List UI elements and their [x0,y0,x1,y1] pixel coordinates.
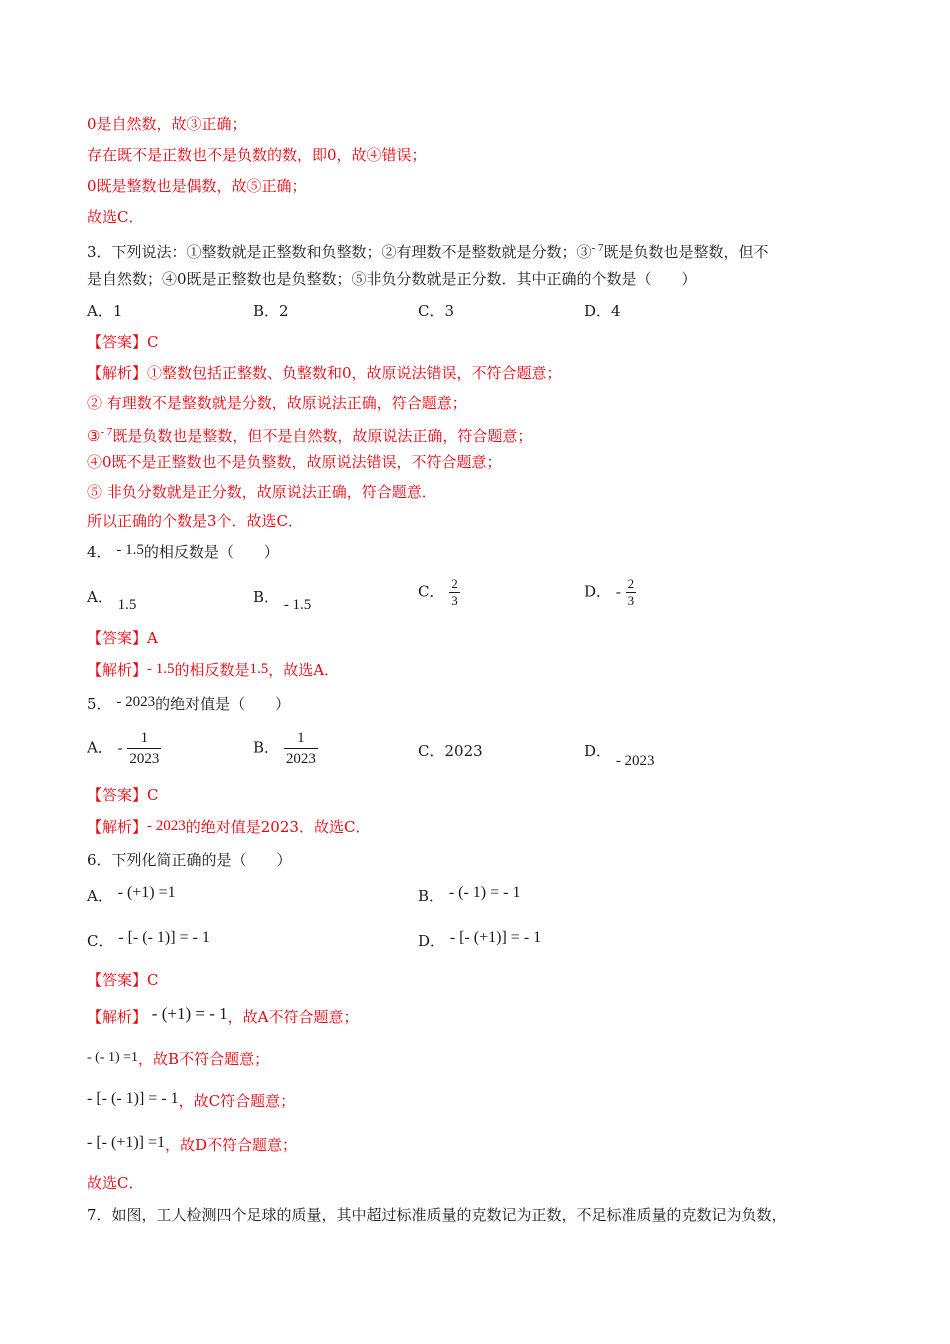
option-a [87,728,161,769]
option-d [584,576,636,609]
math-expression: - 7 [591,242,604,254]
math-expression: - 7 [100,426,113,438]
option-label: C． [418,582,445,601]
math-sign: - [615,584,621,601]
math-expression: - 2023 [116,694,156,710]
explanation-text: ③ [87,427,101,445]
explanation-line: 故选C． [87,208,144,226]
math-expression: - [- (- 1)] = - 1 [118,929,210,946]
question-4 [87,542,279,563]
explanation-line: ② 有理数不是整数就是分数，故原说法正确，符合题意； [87,394,467,412]
explanation-line: ④0既不是正整数也不是负整数，故原说法错误，不符合题意； [87,453,502,471]
explanation-text: 的绝对值是2023．故选C． [185,818,371,836]
option-label: A． [87,738,113,757]
explanation-line [87,1091,295,1112]
question-5 [87,694,290,715]
option-label: D． [584,742,612,760]
option-a [87,886,176,907]
option-d [418,931,541,952]
fraction: $\frac{2}{3}$ [451,576,458,608]
question-6: 6．下列化简正确的是（ ） [87,851,292,869]
option-b [253,728,318,769]
math-sign: - [117,740,123,757]
option-label: B． [253,738,280,757]
answer-label: 【答案】A [87,629,158,647]
option-c [418,576,460,609]
math-expression: - [- (+1)] =1 [87,1134,166,1151]
answer-label: 【答案】C [87,971,159,989]
explanation-line [87,1004,359,1027]
explanation-line: 【解析】①整数包括正整数、负整数和0，故原说法错误，不符合题意； [87,364,562,382]
option-b: B．2 [253,302,289,320]
math-expression: 1.5 [249,661,269,677]
math-expression: - 1.5 [283,597,312,613]
math-expression: - 2023 [147,818,186,834]
question-text: 既是负数也是整数，但不 [603,243,769,261]
option-d: D．4 [584,302,621,320]
math-expression: - (+1) = - 1 [151,1004,228,1023]
question-text: 3．下列说法：①整数就是正整数和负整数；②有理数不是整数就是分数；③ [87,243,592,261]
option-b [418,886,520,907]
explanation-text: 既是负数也是整数，但不是自然数，故原说法正确，符合题意； [112,427,533,445]
option-label: B． [253,588,280,606]
explanation-line: 故选C． [87,1174,144,1192]
option-label: D． [418,932,446,950]
question-text: 5． [87,695,112,713]
explanation-text: 【解析】 [87,661,148,679]
question-text: 的绝对值是（ ） [155,695,291,713]
fraction: $\frac{1}{2023}$ [129,730,160,767]
explanation-line: ⑤ 非负分数就是正分数，故原说法正确，符合题意． [87,483,437,501]
math-expression: - 2023 [615,753,655,769]
explanation-text: ，故A不符合题意； [227,1008,359,1026]
question-3-cont: 是自然数；④0既是正整数也是负整数；⑤非负分数就是正分数．其中正确的个数是（ ） [87,270,697,288]
explanation-line [87,1049,269,1071]
explanation-text: 【解析】 [87,818,148,836]
question-7: 7．如图，工人检测四个足球的质量，其中超过标准质量的克数记为正数，不足标准质量的克数记为负数， [87,1206,787,1224]
math-expression: - [- (- 1)] = - 1 [87,1090,179,1107]
explanation-text: ，故C符合题意； [178,1092,296,1110]
explanation-line [87,660,339,681]
explanation-line: 存在既不是正数也不是负数的数，即0，故④错误； [87,146,427,164]
option-c: C．3 [418,302,455,320]
math-expression: - (+1) =1 [117,884,176,901]
option-label: C． [87,932,114,950]
explanation-text: 的相反数是 [174,661,250,679]
explanation-line [87,817,370,838]
option-b [253,587,312,613]
option-label: A． [87,887,113,905]
explanation-line: 0既是整数也是偶数，故⑤正确； [87,177,307,195]
explanation-text: 【解析】 [87,1008,148,1026]
option-a [87,587,137,613]
explanation-line: 所以正确的个数是3个．故选C． [87,512,304,530]
question-text: 4． [87,543,112,561]
question-3 [87,238,769,262]
question-text: 的相反数是（ ） [143,543,279,561]
explanation-line: 0是自然数，故③正确； [87,115,247,133]
math-expression: - 1.5 [116,542,144,558]
explanation-line [87,1135,297,1156]
option-c [87,931,210,952]
option-d [584,741,655,769]
answer-label: 【答案】C [87,333,159,351]
answer-label: 【答案】C [87,786,159,804]
math-expression: - (- 1) = - 1 [448,884,521,901]
option-label: D． [584,582,612,601]
fraction: $\frac{1}{2023}$ [285,730,316,767]
option-label: A． [87,588,113,606]
math-expression: 1.5 [117,597,137,613]
math-expression: - (- 1) =1 [87,1050,139,1065]
option-label: B． [418,887,445,905]
explanation-text: ，故D不符合题意； [165,1136,298,1154]
option-c: C．2023 [418,742,483,760]
fraction: $\frac{2}{3}$ [627,576,635,608]
math-expression: - [- (+1)] = - 1 [449,929,542,946]
math-expression: - 1.5 [147,661,175,677]
option-a: A．1 [87,302,123,320]
explanation-text: ，故选A． [268,661,340,679]
explanation-line [87,422,532,446]
explanation-text: ，故B不符合题意； [138,1050,270,1068]
